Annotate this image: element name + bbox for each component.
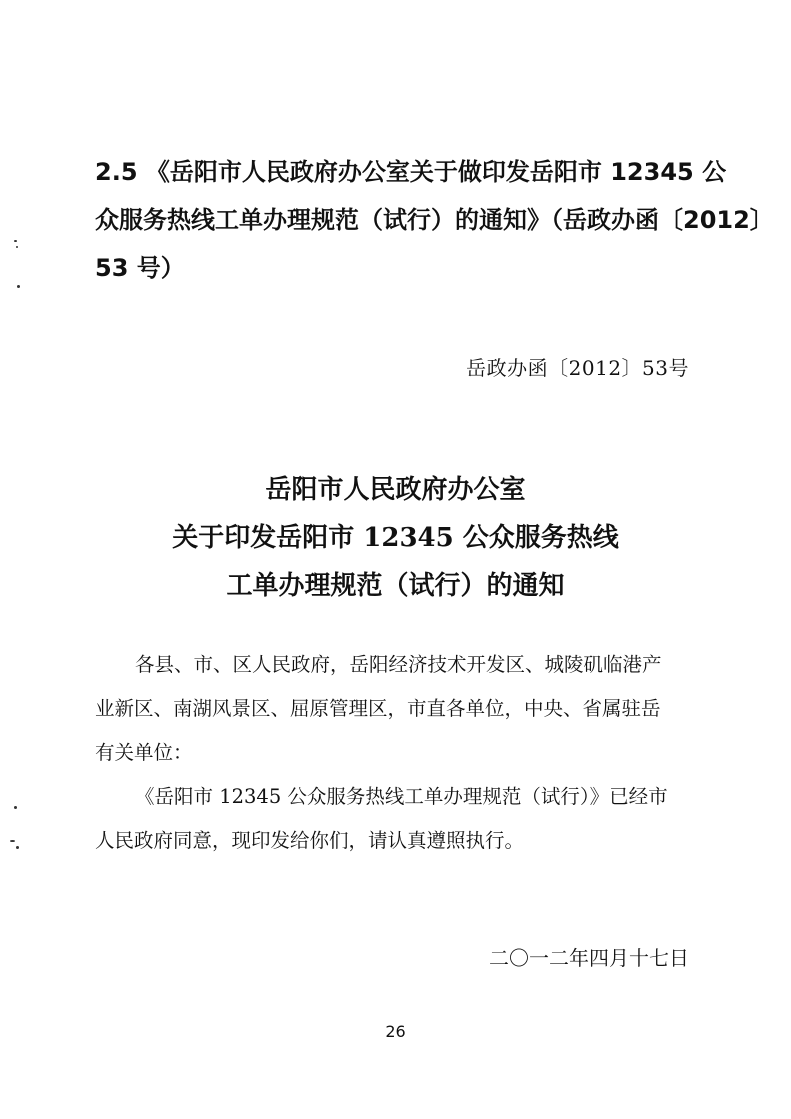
page-number: 26	[385, 1022, 406, 1041]
scan-speck	[17, 285, 20, 288]
scan-speck	[10, 840, 15, 842]
scan-speck	[16, 846, 19, 849]
body-line: 人民政府同意，现印发给你们，请认真遵照执行。	[95, 829, 525, 852]
scan-speck	[16, 246, 18, 248]
body-line: 各县、市、区人民政府，岳阳经济技术开发区、城陵矶临港产	[135, 653, 662, 676]
scan-speck	[14, 806, 17, 809]
heading-line: 53 号）	[95, 254, 185, 282]
heading-line: 众服务热线工单办理规范（试行）的通知》（岳政办函〔2012〕	[95, 206, 774, 234]
body-line: 《岳阳市 12345 公众服务热线工单办理规范（试行）》已经市	[135, 785, 668, 808]
heading-line: 2.5 《岳阳市人民政府办公室关于做印发岳阳市 12345 公	[95, 158, 727, 186]
document-number: 岳政办函〔2012〕53号	[466, 356, 689, 380]
title-line: 岳阳市人民政府办公室	[265, 475, 526, 505]
section-heading	[95, 148, 774, 292]
title-line: 工单办理规范（试行）的通知	[226, 571, 565, 601]
notice-body	[95, 643, 701, 863]
scan-speck	[14, 240, 17, 242]
body-line: 有关单位：	[95, 741, 193, 764]
body-line: 业新区、南湖风景区、屈原管理区，市直各单位，中央、省属驻岳	[95, 697, 661, 720]
issue-date: 二〇一二年四月十七日	[489, 946, 689, 970]
notice-title	[0, 466, 791, 610]
title-line: 关于印发岳阳市 12345 公众服务热线	[172, 523, 619, 553]
